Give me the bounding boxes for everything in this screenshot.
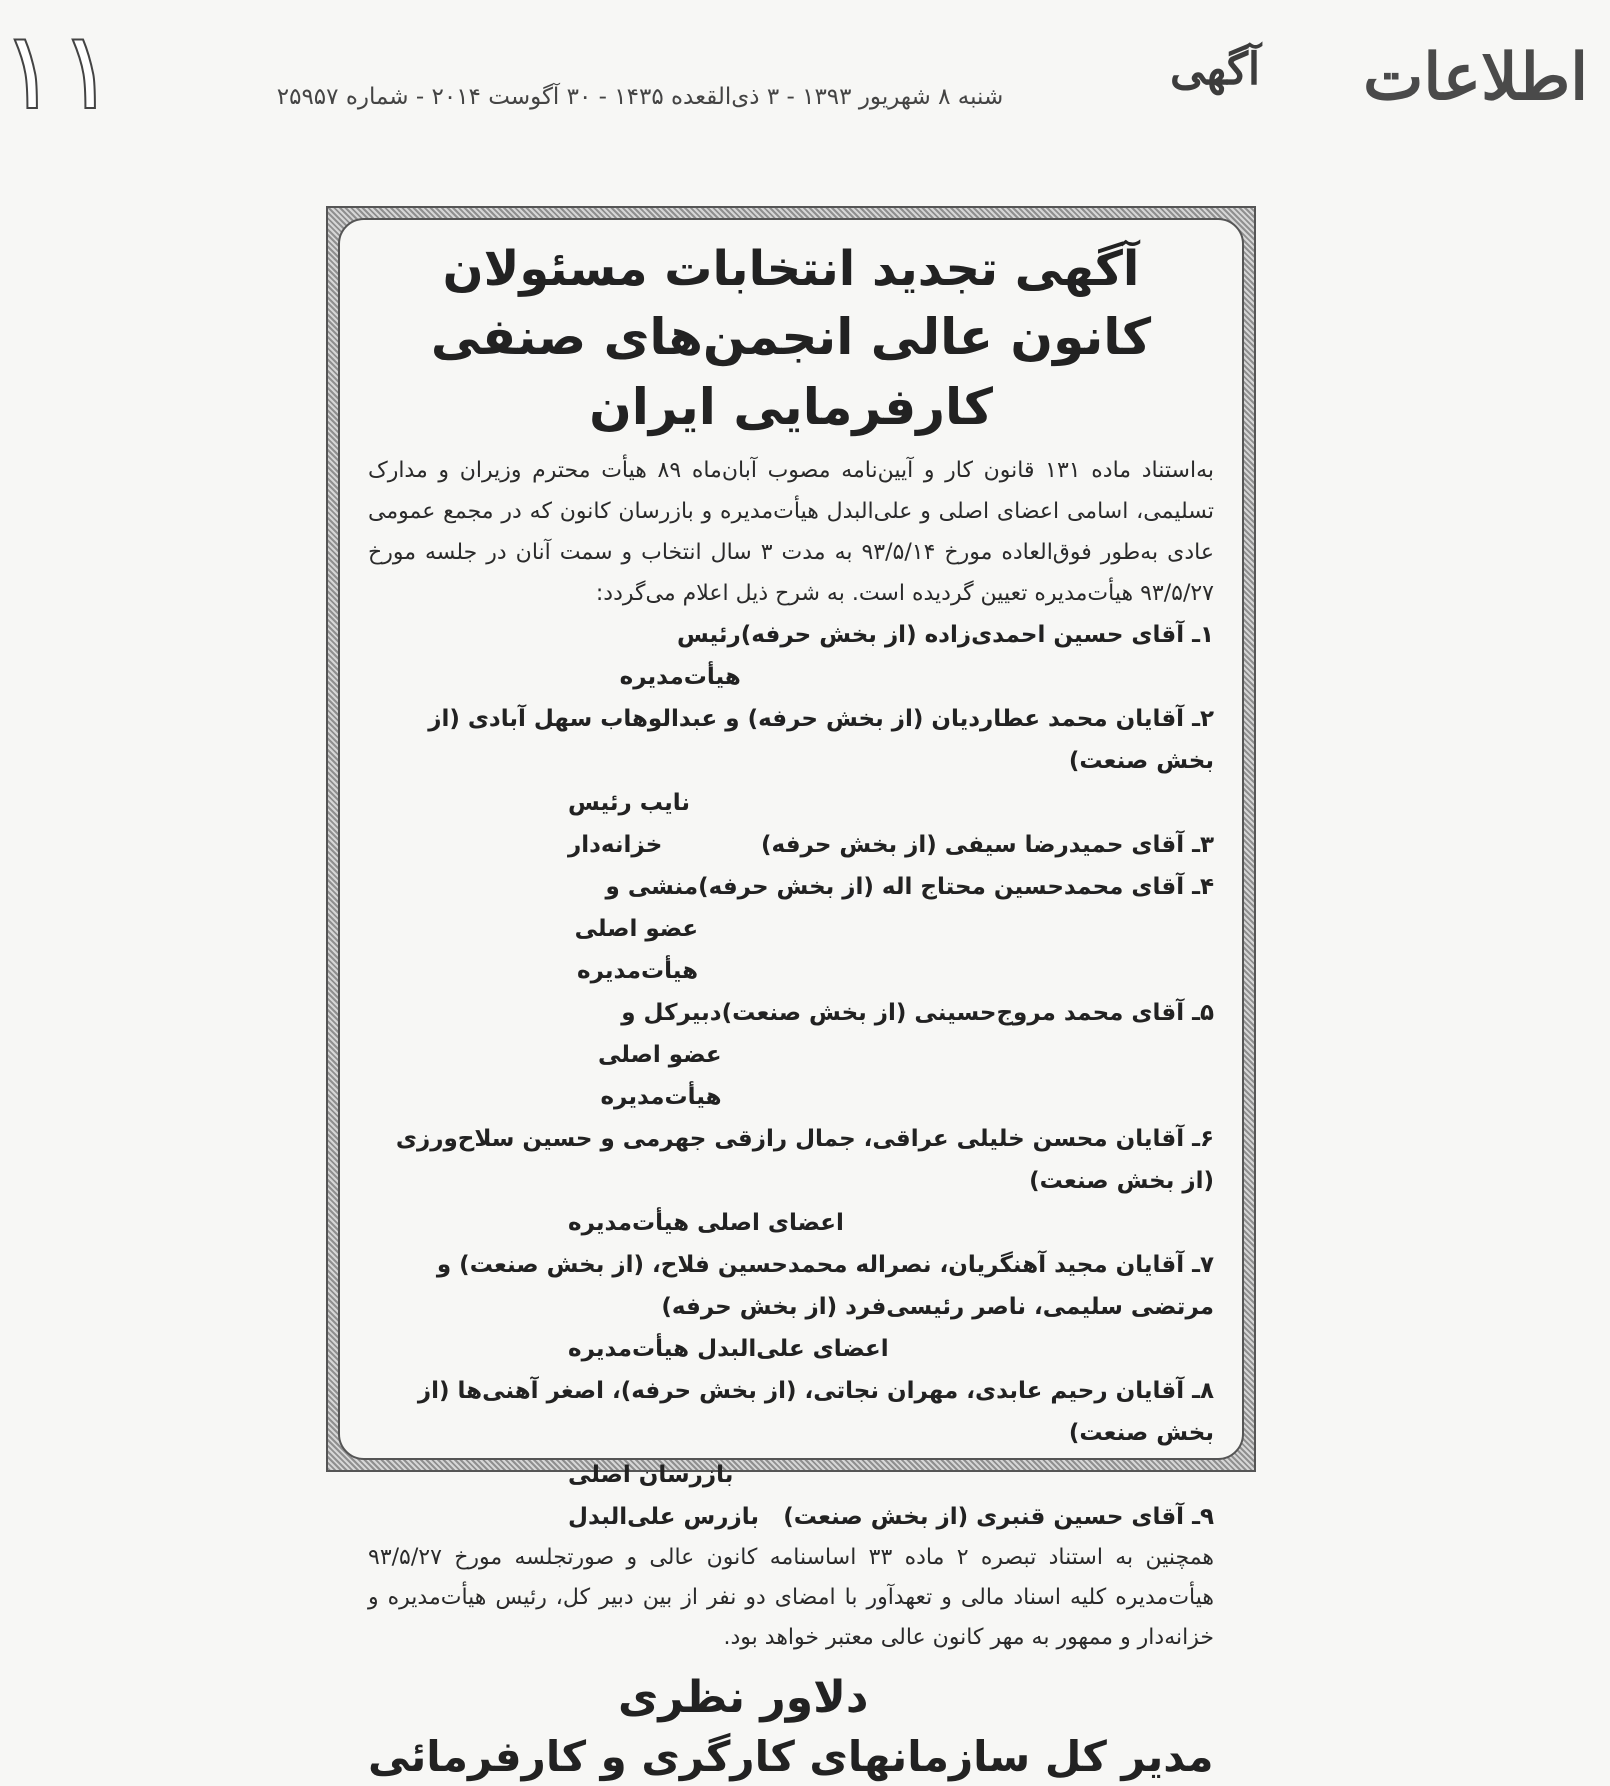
member-role: اعضای اصلی هیأت‌مدیره bbox=[568, 1210, 844, 1236]
ad-title-line-2: کانون عالی انجمن‌های صنفی کارفرمایی ایران bbox=[430, 308, 1152, 436]
member-name: ۷ـ آقایان مجید آهنگریان، نصراله محمدحسین فلاح، (از بخش صنعت) و مرتضی سلیمی، ناصر رئیسی‌فرد (از بخش حرفه) bbox=[436, 1252, 1214, 1320]
page-number: ۱۱ bbox=[0, 9, 117, 134]
advertisement-panel bbox=[338, 218, 1244, 1781]
member-role: بازرس علی‌البدل bbox=[568, 1504, 760, 1530]
member-role: خزانه‌دار bbox=[568, 832, 663, 858]
member-item bbox=[368, 866, 1214, 992]
section-label: آگهی bbox=[1170, 44, 1261, 95]
member-name: ۹ـ آقای حسین قنبری (از بخش صنعت) bbox=[783, 1504, 1214, 1530]
member-role: اعضای علی‌البدل هیأت‌مدیره bbox=[568, 1336, 889, 1362]
ad-intro-paragraph: به‌استناد ماده ۱۳۱ قانون کار و آیین‌نامه مصوب آبان‌ماه ۸۹ هیأت محترم وزیران و مدارک تسلیمی، اسامی اعضای اصلی و علی‌البدل هیأت‌مدیره و بازرسان کانون که در مجمع عمومی عادی به‌طور فوق‌العاده مورخ ۹۳/۵/۱۴ به مدت ۳ سال انتخاب و سمت آنان در جلسه مورخ ۹۳/۵/۲۷ هیأت‌مدیره تعیین گردیده است. به شرح ذیل اعلام می‌گردد: bbox=[368, 458, 1214, 606]
member-name: ۸ـ آقایان رحیم عابدی، مهران نجاتی، (از بخش حرفه)، اصغر آهنی‌ها (از بخش صنعت) bbox=[417, 1378, 1214, 1446]
member-name: ۶ـ آقایان محسن خلیلی عراقی، جمال رازقی جهرمی و حسین سلاح‌ورزی (از بخش صنعت) bbox=[395, 1126, 1214, 1194]
member-name: ۵ـ آقای محمد مروج‌حسینی (از بخش صنعت) bbox=[721, 1000, 1214, 1026]
dateline: شنبه ۸ شهریور ۱۳۹۳ - ۳ ذی‌القعده ۱۴۳۵ - ۳۰ آگوست ۲۰۱۴ - شماره ۲۵۹۵۷ bbox=[276, 84, 1004, 110]
member-name: ۳ـ آقای حمیدرضا سیفی (از بخش حرفه) bbox=[761, 832, 1214, 858]
member-item bbox=[368, 992, 1214, 1118]
member-item bbox=[368, 1370, 1214, 1496]
newspaper-title: اطلاعات bbox=[1363, 40, 1588, 115]
member-item bbox=[368, 1244, 1214, 1370]
members-list bbox=[368, 614, 1214, 1538]
member-item bbox=[368, 698, 1214, 824]
member-name: ۴ـ آقای محمدحسین محتاج اله (از بخش حرفه) bbox=[698, 874, 1214, 900]
member-item bbox=[368, 614, 1214, 698]
signature-title: مدیر کل سازمانهای کارگری و کارفرمائی bbox=[368, 1732, 1214, 1781]
closing-paragraph: همچنین به استناد تبصره ۲ ماده ۳۳ اساسنامه کانون عالی و صورتجلسه مورخ ۹۳/۵/۲۷ هیأت‌مدیره کلیه اسناد مالی و تعهدآور با امضای دو نفر از بین دبیر کل، رئیس هیأت‌مدیره و خزانه‌دار و ممهور به مهر کانون عالی معتبر خواهد بود. bbox=[368, 1545, 1215, 1650]
member-role: دبیرکل و عضو اصلی هیأت‌مدیره bbox=[598, 1000, 722, 1110]
member-name: ۱ـ آقای حسین احمدی‌زاده (از بخش حرفه) bbox=[740, 622, 1214, 648]
member-role: بازرسان اصلی bbox=[568, 1462, 734, 1488]
signature-name: دلاور نظری bbox=[618, 1672, 869, 1723]
member-role: نایب رئیس bbox=[568, 790, 691, 816]
member-role: منشی و عضو اصلی هیأت‌مدیره bbox=[574, 874, 699, 984]
advertisement-frame bbox=[326, 206, 1256, 1781]
member-name: ۲ـ آقایان محمد عطاردیان (از بخش حرفه) و عبدالوهاب سهل آبادی (از بخش صنعت) bbox=[428, 706, 1214, 774]
member-item bbox=[368, 1118, 1214, 1244]
member-role: رئیس هیأت‌مدیره bbox=[619, 622, 741, 690]
member-item bbox=[368, 824, 1214, 866]
member-item bbox=[368, 1496, 1214, 1538]
ad-title-line-1: آگهی تجدید انتخابات مسئولان bbox=[442, 241, 1140, 297]
